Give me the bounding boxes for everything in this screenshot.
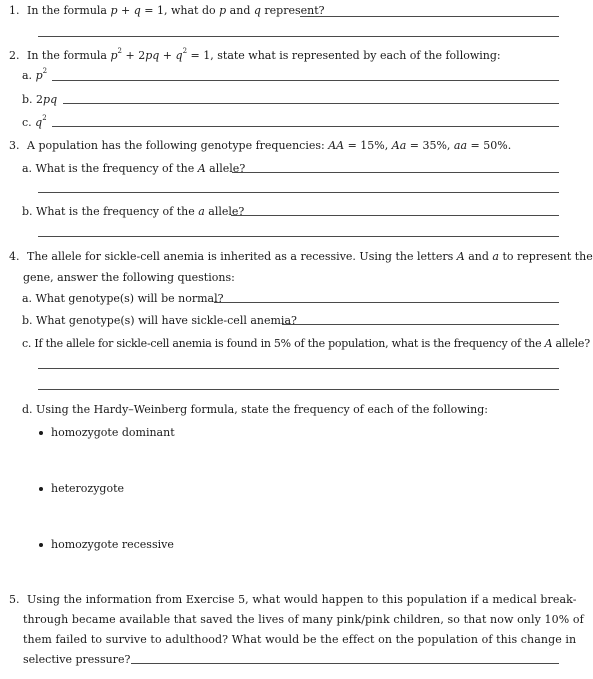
question-3b: b. What is the frequency of the a allele? <box>22 205 245 218</box>
question-text: In the formula $p^2 + 2pq + q^2 = 1$, state what is represented by each of the following: <box>27 47 501 62</box>
answer-line[interactable] <box>63 103 559 104</box>
question-2 <box>9 49 501 63</box>
question-3 <box>9 139 511 153</box>
question-4b: b. What genotype(s) will have sickle-cell anemia? <box>22 314 297 327</box>
question-number: 4. <box>9 250 20 263</box>
question-2a: a. $p^2$ <box>22 67 48 82</box>
question-4c: c. If the allele for sickle-cell anemia is found in 5% of the population, what is the frequency of the A allele? <box>22 337 590 350</box>
question-text: The allele for sickle-cell anemia is inherited as a recessive. Using the letters A and a to represent the <box>27 250 593 263</box>
question-text: A population has the following genotype frequencies: AA = 15%, Aa = 35%, aa = 50%. <box>27 139 512 152</box>
question-4-continued: gene, answer the following questions: <box>23 271 235 284</box>
question-number: 5. <box>9 593 20 606</box>
question-4 <box>9 250 593 264</box>
bullet-icon <box>39 543 43 547</box>
answer-line[interactable] <box>38 36 559 37</box>
question-2b: b. 2pq <box>22 93 58 106</box>
answer-line[interactable] <box>232 172 559 173</box>
question-3a: a. What is the frequency of the A allele? <box>22 162 246 175</box>
question-text-line: through became available that saved the lives of many pink/pink children, so that now only 10% of <box>23 613 584 626</box>
question-text-line: them failed to survive to adulthood? What would be the effect on the population of this change in <box>23 633 577 646</box>
answer-line[interactable] <box>231 215 559 216</box>
bullet-icon <box>39 431 43 435</box>
question-text-line: selective pressure? <box>23 653 131 666</box>
question-5 <box>9 593 577 607</box>
bullet-item: heterozygote <box>51 482 125 495</box>
answer-line[interactable] <box>131 663 559 664</box>
answer-line[interactable] <box>52 126 559 127</box>
answer-line[interactable] <box>38 389 559 390</box>
answer-line[interactable] <box>282 324 559 325</box>
question-number: 2. <box>9 49 20 62</box>
question-number: 3. <box>9 139 20 152</box>
question-4d: d. Using the Hardy–Weinberg formula, state the frequency of each of the following: <box>22 403 488 416</box>
question-4a: a. What genotype(s) will be normal? <box>22 292 224 305</box>
answer-line[interactable] <box>52 80 559 81</box>
bullet-item: homozygote dominant <box>51 426 175 439</box>
answer-line[interactable] <box>300 16 559 17</box>
bullet-icon <box>39 487 43 491</box>
answer-line[interactable] <box>38 192 559 193</box>
question-number: 1. <box>9 4 20 17</box>
question-2c: c. $q^2$ <box>22 114 47 129</box>
answer-line[interactable] <box>214 302 559 303</box>
answer-line[interactable] <box>38 236 559 237</box>
question-1 <box>9 4 325 18</box>
question-text: In the formula p + q = 1, what do p and q represent? <box>27 4 325 17</box>
bullet-item: homozygote recessive <box>51 538 174 551</box>
answer-line[interactable] <box>38 368 559 369</box>
question-text: Using the information from Exercise 5, what would happen to this population if a medical break- <box>27 593 577 606</box>
